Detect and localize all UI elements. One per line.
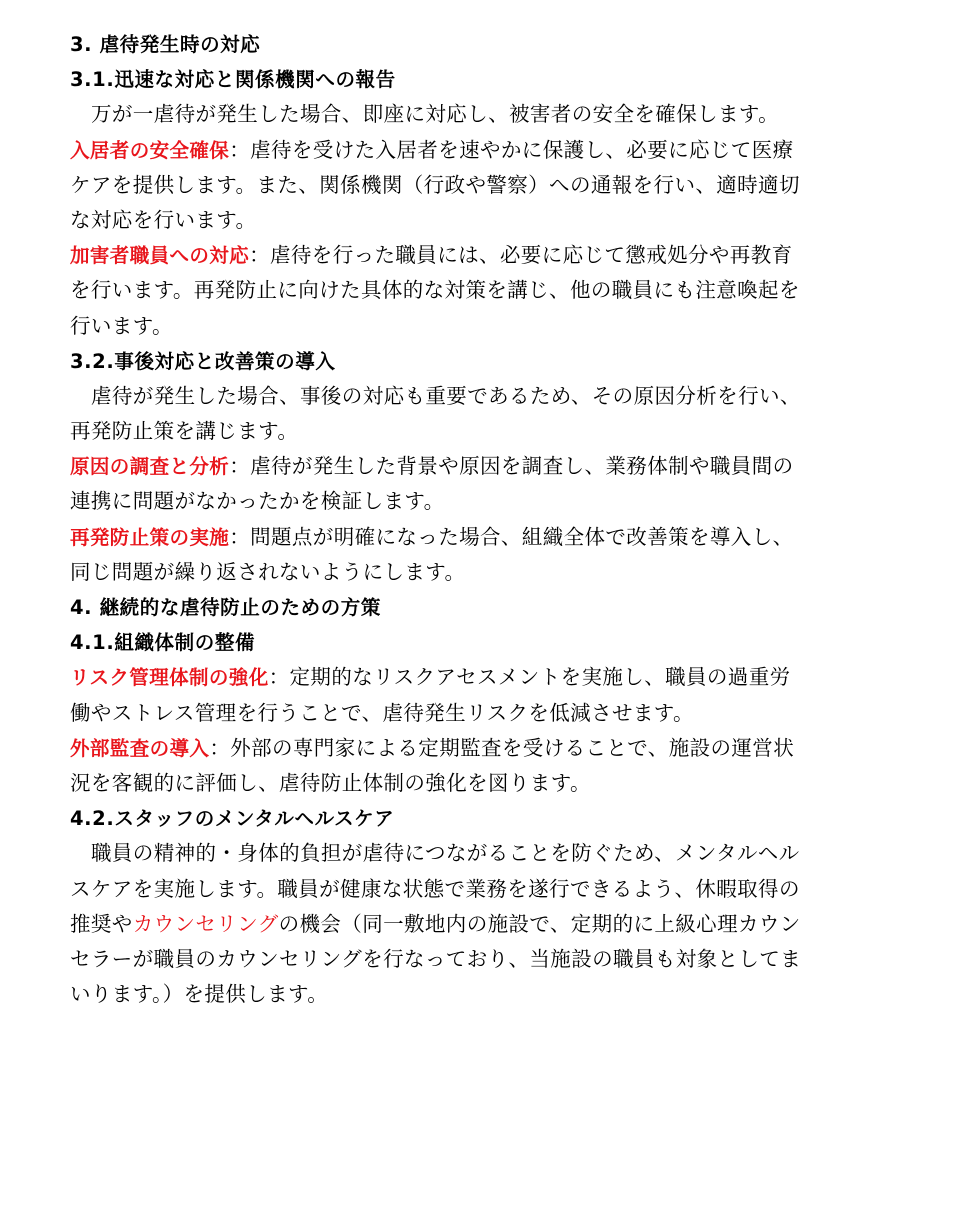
text-line: スケアを実施します。職員が健康な状態で業務を遂行できるよう、休暇取得の <box>70 876 800 901</box>
text-span: の機会（同一敷地内の施設で、定期的に上級心理カウン <box>278 911 801 936</box>
highlight-term: リスク管理体制の強化 <box>70 666 269 690</box>
text-line <box>70 1190 876 1225</box>
paragraph: 職員の精神的・身体的負担が虐待につながることを防ぐため、メンタルヘル <box>91 841 800 866</box>
text-line <box>70 907 876 942</box>
text-line: を行います。再発防止に向けた具体的な対策を講じ、他の職員にも注意喚起を <box>70 278 800 303</box>
list-item <box>70 449 876 484</box>
spacer <box>70 1012 876 1049</box>
text-line: ：外部の専門家による定期監査を受けることで、施設の運営状 <box>209 735 795 760</box>
list-item <box>70 133 876 168</box>
list-item <box>70 731 876 766</box>
text-line: いります。）を提供します。 <box>70 982 329 1007</box>
section-3-heading: 3. 虐待発生時の対応 <box>70 33 261 56</box>
closing-paragraph <box>70 1155 876 1190</box>
section-4-heading: 4. 継続的な虐待防止のための方策 <box>70 596 381 619</box>
document-body <box>70 27 876 1225</box>
highlight-term: 外部監査の導入 <box>70 736 210 760</box>
paragraph: 万が一虐待が発生した場合、即座に対応し、被害者の安全を確保します。 <box>91 102 780 127</box>
text-line: 行います。 <box>70 313 173 338</box>
text-line: 連携に問題がなかったかを検証します。 <box>70 489 445 514</box>
text-line: ：虐待を受けた入居者を速やかに保護し、必要に応じて医療 <box>229 137 794 162</box>
section-3-1-heading: 3.1.迅速な対応と関係機関への報告 <box>70 68 396 92</box>
highlight-term: 加害者職員への対応 <box>70 244 250 268</box>
section-4-1-heading: 4.1.組織体制の整備 <box>70 631 256 655</box>
paragraph: 虐待が発生した場合、事後の対応も重要であるため、その原因分析を行い、 <box>91 383 801 408</box>
text-line <box>70 1120 876 1155</box>
list-item <box>70 238 876 273</box>
text-line: ：虐待を行った職員には、必要に応じて懲戒処分や再教育 <box>249 243 793 268</box>
section-4-2-heading: 4.2.スタッフのメンタルヘルスケア <box>70 807 395 831</box>
highlight-term: カウンセリング <box>132 911 279 936</box>
text-line: セラーが職員のカウンセリングを行なっており、当施設の職員も対象としてま <box>70 946 802 971</box>
list-item <box>70 660 876 695</box>
text-line: ：定期的なリスクアセスメントを実施し、職員の過重労 <box>268 665 791 690</box>
highlight-term: 原因の調査と分析 <box>70 455 230 479</box>
highlight-term: 入居者の安全確保 <box>70 138 230 162</box>
text-line: 況を客観的に評価し、虐待防止体制の強化を図ります。 <box>70 770 591 795</box>
text-line: な対応を行います。 <box>70 207 257 232</box>
text-line: ：問題点が明確になった場合、組織全体で改善策を導入し、 <box>229 524 794 549</box>
text-line: 再発防止策を講じます。 <box>70 419 299 444</box>
highlight-term: 再発防止策の実施 <box>70 525 230 549</box>
closing-paragraph <box>70 1049 876 1084</box>
text-span: 推奨や <box>70 911 133 936</box>
text-line: ：虐待が発生した背景や原因を調査し、業務体制や職員間の <box>229 454 794 479</box>
text-line: 同じ問題が繰り返されないようにします。 <box>70 559 466 584</box>
section-3-2-heading: 3.2.事後対応と改善策の導入 <box>70 349 336 373</box>
list-item <box>70 520 876 555</box>
text-line <box>70 1084 876 1119</box>
text-line: ケアを提供します。また、関係機関（行政や警察）への通報を行い、適時適切 <box>70 172 800 197</box>
text-line: 働やストレス管理を行うことで、虐待発生リスクを低減させます。 <box>70 700 694 725</box>
